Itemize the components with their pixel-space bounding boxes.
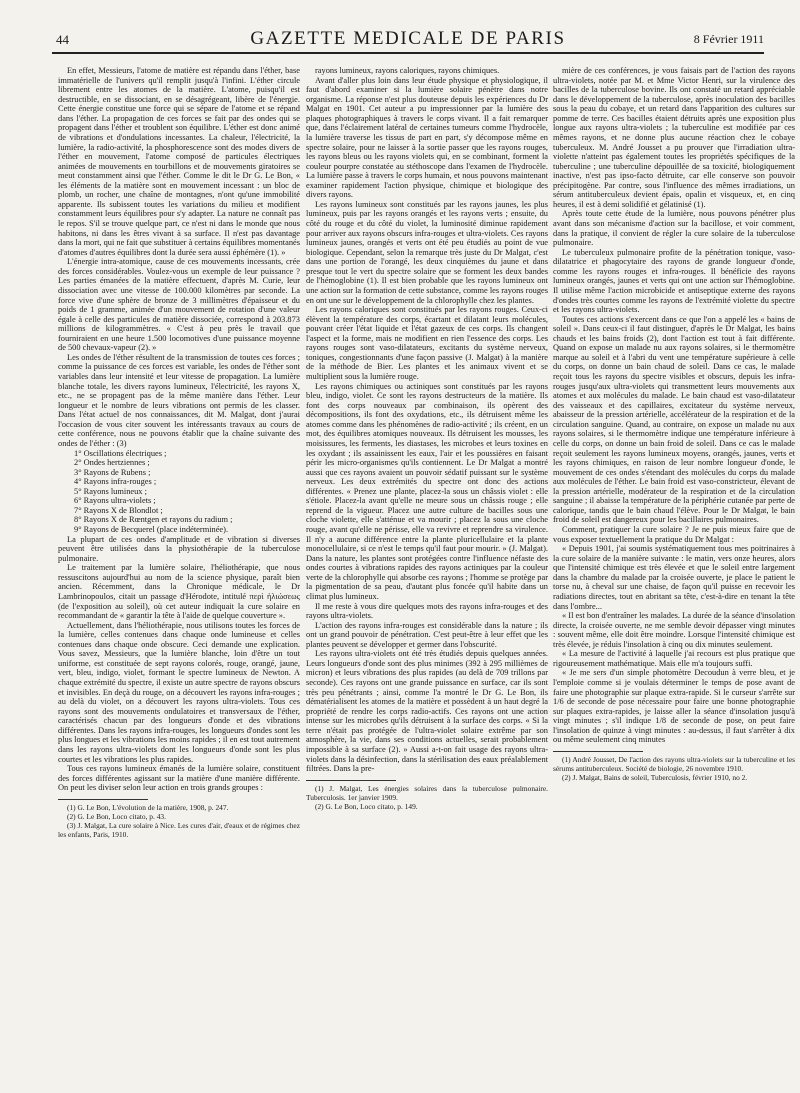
footnote: (2) G. Le Bon, Loco citato, p. 149. bbox=[315, 802, 418, 812]
paragraph: « Depuis 1901, j'ai soumis systématiquement tous mes poitrinaires à la cure solaire de la manière suivante : le matin, vers onze heures, alors que l'intensité chimique est très élevée et que le soleil entre largement dans la chambre du malade par la croisée ouverte, je place le patient le torse nu, à cheval sur une chaise, de façon qu'il puisse en recevoir les radiations directes, tout en abritant sa tête, c'est-à-dire en tenant la tête dans l'ombre... bbox=[553, 544, 795, 611]
paragraph: Les rayons lumineux sont constitués par les rayons jaunes, les plus lumineux, puis par les rayons orangés et les rayons verts ; ensuite, du côté du rouge et du côté du violet, la luminosité diminue rapidement pour arriver aux rayons obscurs infra-rouges et ultra-violets. Ces rayons lumineux jaunes, orangés et verts ont été peu étudiés au point de vue biologique. Cependant, selon la remarque très juste du Dr Malgat, c'est dans une portion de l'orangé, les deux cinquièmes du jaune et dans presque tout le vert du spectre solaire que se forment les deux bandes de l'hémoglobine (1). Il est bien probable que les rayons lumineux ont une action sur la formation de cette substance, comme les rayons rouges en ont une sur le développement de la chlorophylle chez les plantes. bbox=[306, 199, 548, 305]
column-2 bbox=[306, 66, 548, 1088]
column-3 bbox=[553, 66, 795, 1088]
paragraph: Le traitement par la lumière solaire, l'héliothérapie, que nous ressuscitons aujourd'hui au nom de la science physique, paraît bien ancien. Récemment, dans la Chronique médicale, le Dr Lambrinopoulos, citait un passage d'Hérodote, intitulé περὶ ἡλιώσεως (de l'exposition au soleil), où cet auteur indiquait la cure solaire en recommandant de « garantir la tête à l'aide de quelque couverture ». bbox=[58, 563, 300, 621]
list-item: 4° Rayons infra-rouges ; bbox=[74, 477, 157, 487]
list-item: 8° Rayons X de Rœntgen et rayons du radium ; bbox=[74, 515, 233, 525]
page-header bbox=[52, 24, 764, 54]
list-item: 6° Rayons ultra-violets ; bbox=[74, 496, 156, 506]
footnote-divider bbox=[553, 751, 643, 752]
paragraph: Les rayons caloriques sont constitués par les rayons rouges. Ceux-ci élèvent la température des corps, écartant et dilatant leurs molécules, pouvant créer l'état liquide et l'état gazeux de ces corps. Ils changent l'aspect et la forme, mais ne modifient en rien l'essence des corps. Les rayons rouges sont vaso-dilatateurs, excitants du système nerveux, toniques, congestionnants d'une façon passive (J. Malgat) à la manière de la méthode de Bier. Les plantes et les animaux vivent et se multiplient sous la lumière rouge. bbox=[306, 305, 548, 381]
issue-date: 8 Février 1911 bbox=[693, 32, 764, 46]
paragraph: L'énergie intra-atomique, cause de ces mouvements incessants, crée des forces considérables. Voulez-vous un exemple de leur puissance ? Les parties émanées de la matière effectuent, d'après M. Curie, leur dissociation avec une vitesse de 100.000 kilomètres par seconde. La force vive d'une sphère de bronze de 3 millimètres d'épaisseur et du poids de 1 gramme, animée d'un mouvement de rotation d'une valeur égale à celle des particules de matière dissociée, correspond à 203.873 millions de kilogrammètres. « C'est à peu près le travail que fourniraient en une heure 1.500 locomotives d'une puissance moyenne de 500 chevaux-vapeur (2). » bbox=[58, 257, 300, 353]
paragraph: rayons lumineux, rayons caloriques, rayons chimiques. bbox=[315, 66, 500, 75]
paragraph: « Il est bon d'entraîner les malades. La durée de la séance d'insolation directe, la croisée ouverte, ne me semble devoir dépasser vingt minutes : souvent même, elle doit être moindre. Lorsque l'intensité chimique est très élevée, je réduis l'insolation à cinq ou dix minutes seulement. bbox=[553, 611, 795, 649]
paragraph: L'action des rayons infra-rouges est considérable dans la nature ; ils ont un grand pouvoir de pénétration. C'est peut-être à leur effet que les plantes peuvent se développer et germer dans l'obscurité. bbox=[306, 620, 548, 649]
ether-waves-list bbox=[58, 449, 300, 535]
paragraph: Après toute cette étude de la lumière, nous pouvons pénétrer plus avant dans son mécanisme d'action sur la bacillose, et voir comment, dans la pratique, il convient de régler la cure solaire de la tuberculose pulmonaire. bbox=[553, 209, 795, 248]
page-number: 44 bbox=[56, 32, 69, 47]
list-item: 7° Rayons X de Blondlot ; bbox=[74, 505, 163, 515]
paragraph: Le tuberculeux pulmonaire profite de la pénétration tonique, vaso-dilatatrice et phagocytaire des rayons de grande longueur d'onde, comme les rayons rouges et infra-rouges. Il bénéficie des rayons lumineux orangés, jaunes et verts qui ont une action sur l'hémoglobine. Il utilise même l'action microbicide et antiseptique externe des rayons d'ondes très courtes comme les rayons de l'extrémité violette du spectre et les rayons ultra-violets. bbox=[553, 247, 795, 315]
footnote: (1) G. Le Bon, L'évolution de la matière, 1908, p. 247. bbox=[67, 802, 229, 812]
list-item: 5° Rayons lumineux ; bbox=[74, 486, 147, 496]
paragraph: Comment, pratiquer la cure solaire ? Je ne puis mieux faire que de vous exposer textuellement la pratique du Dr Malgat : bbox=[553, 525, 795, 544]
footnote: (2) G. Le Bon, Loco citato, p. 43. bbox=[67, 811, 166, 821]
paragraph: Il me reste à vous dire quelques mots des rayons infra-rouges et des rayons ultra-violets. bbox=[306, 601, 548, 621]
paragraph: « Je me sers d'un simple photomètre Decoudun à verre bleu, et je l'emploie comme si je voulais déterminer le temps de pose avant de faire une photographie sur plaque extra-rapide. Si le curseur s'arrête sur 1/6 de seconde de pose nécessaire pour faire une bonne photographie sur plaques extra-rapides, je laisse aller la séance d'insolation jusqu'à vingt minutes ; s'il indique 1/8 de seconde de pose, on peut faire l'insolation de quinze à vingt minutes : au-dessus, il faut s'arrêter à dix ou même seulement cinq minutes bbox=[553, 668, 795, 745]
footnote: (3) J. Malgat, La cure solaire à Nice. Les cures d'air, d'eaux et de régimes chez les enfants, Paris, 1910. bbox=[58, 821, 300, 840]
paragraph: « La mesure de l'activité à laquelle j'ai recours est plus pratique que rigoureusement mathématique. Mais elle m'a toujours suffi. bbox=[553, 649, 795, 668]
column-1 bbox=[58, 66, 300, 1088]
paragraph: Toutes ces actions s'exercent dans ce que l'on a appelé les « bains de soleil ». Dans ceux-ci il faut distinguer, d'après le Dr Malgat, les bains chauds et les bains froids (2), dont l'action est tout à fait différente. Quand on expose un malade nu aux rayons solaires, si le thermomètre marque au soleil et à l'abri du vent une température supérieure à celle du corps, on donne un bain chaud de soleil. Dans ce cas, le malade reçoit tous les rayons du spectre visibles et obscurs, depuis les infra-rouges jusqu'aux ultra-violets qui transmettent leurs mouvements aux atomes et aux molécules du malade. Le bain chaud est vaso-dilatateur des vaisseaux et des capillaires, excitateur du système nerveux, abaisseur de la pression artérielle, accélérateur de la respiration et de la circulation sanguine. Quand, au contraire, on expose un malade nu aux rayons solaires, si le thermomètre indique une température inférieure à celle du corps, on donne un bain froid de soleil. Dans ce cas le malade reçoit seulement les rayons lumineux moyens, orangés, jaunes, verts et les rayons chimiques, en raison de leur nombre longueur d'onde, le mouvement de ces ondes s'étendant des molécules du corps du malade aux molécules de l'éther. Le bain froid est vaso-constricteur, élevant de la pression artérielle, modérateur de la respiration et de la circulation sanguine ; il abaisse la température de la périphérie cutanée par perte de calorique, tandis que le bain chaud l'élève. Pour le Dr Malgat, le bain froid de soleil est dangereux pour les bacillaires pulmonaires. bbox=[553, 314, 795, 525]
footnote: (2) J. Malgat, Bains de soleil, Tuberculosis, février 1910, no 2. bbox=[562, 773, 748, 783]
paragraph: Les ondes de l'éther résultent de la transmission de toutes ces forces ; comme la puissance de ces forces est variable, les ondes de l'éther sont variables dans leur intensité et leur vitesse de propagation. La lumière blanche totale, les divers rayons lumineux, l'électricité, les rayons X, etc., ne se propagent pas de la même manière dans l'éther. Leur longueur et le nombre de leurs vibrations ont permis de les classer. Dans l'état actuel de nos connaissances, dit M. Malgat, dont j'aurai l'occasion de vous citer souvent les intéressants travaux au cours de cette conférence, nous ne pouvons établir que la chaîne suivante des ondes de l'éther : (3) bbox=[58, 352, 300, 448]
footnote-divider bbox=[306, 780, 396, 781]
list-item: 2° Ondes hertziennes ; bbox=[74, 458, 150, 468]
paragraph: En effet, Messieurs, l'atome de matière est répandu dans l'éther, base immatérielle de l'univers qu'il remplit jusqu'à l'infini. L'éther circule librement entre les atomes de la matière. L'atome, puisqu'il est destructible, en se dissociant, en se désagrégeant, libère de l'énergie. Cette énergie constitue une force qui se sépare de l'atome et se répand dans l'éther. La propagation de ces forces se fait par des ondes qui se propagent dans l'éther et troublent son équilibre. L'éther est donc animé de vibrations et d'ondulations incessantes. La chaleur, l'électricité, la lumière, la radio-activité, la phosphorescence sont des modes divers de l'éther en mouvement, l'atome composé de particules électriques animées de mouvements en tourbillons et de mouvements giratoires se meut constamment ainsi que l'éther. Comme le dit le Dr G. Le Bon, « les éléments de la matière sont en mouvement incessant : un bloc de plomb, un rocher, une chaîne de montagnes, n'ont qu'une immobilité apparente. Ils subissent toutes les variations du milieu et modifient constamment leurs équilibres pour s'y adapter. La nature ne connaît pas le repos. S'il se trouve quelque part, ce n'est ni dans le monde que nous habitons, ni dans les êtres vivant à sa surface. Il n'est pas davantage dans la mort, qui ne fait que substituer à certains équilibres momentanés d'atomes d'autres équilibres dont la durée sera aussi éphémère (1). » bbox=[58, 66, 300, 257]
paragraph: Les rayons chimiques ou actiniques sont constitués par les rayons bleu, indigo, violet. Ce sont les rayons destructeurs de la matière. Ils font des corps nouveaux par combinaison, ils opèrent des décompositions, ils font des oxydations, etc., ils détruisent même les atomes comme dans les phénomènes de radio-activité ; ils créent, en un mot, des équilibres atomiques nouveaux. Ils détruisent les mousses, les moisissures, les ferments, les diastases, les microbes et leurs toxines en les oxydant ; ils assainissent les eaux, l'air et les poussières en faisant périr les micro-organismes qu'ils contiennent. Le Dr Malgat a montré aussi que ces rayons avaient un pouvoir sédatif puissant sur le système nerveux. Les deux extrémités du spectre ont donc des actions différentes. « Prenez une plante, placez-la sous un châssis violet : elle s'étiole. Placez-la avant qu'elle ne meure sous un châssis rouge ; elle reprend de la vigueur. Placez une autre culture de bacilles sous une cloche violette, elle s'atténue et va mourir ; placez la sous une cloche rouge, avant qu'elle ne périsse, elle va revivre et reprendre sa virulence. Il n'y a aucune différence entre la plante pluricellulaire et la plante monocellulaire, si ce n'est le temps qu'il faut pour mourir. » (J. Malgat). Dans la nature, les plantes sont protégées contre l'influence néfaste des ondes courtes à vibrations rapides des rayons actiniques par la couleur verte de la chlorophylle qui absorbe ces rayons ; l'homme se protège par la pigmentation de sa peau, d'autant plus foncée qu'il habite dans un climat plus lumineux. bbox=[306, 381, 548, 601]
footnote-divider bbox=[58, 799, 148, 800]
paragraph: mière de ces conférences, je vous faisais part de l'action des rayons ultra-violets, notée par M. et Mme Victor Henri, sur la virulence des bacilles de la tuberculose bovine. Ils ont constaté un retard appréciable dans le développement de la tuberculose, après inoculation des bacilles sous la peau du cobaye, et un retard dans l'apparition des cultures sur pomme de terre. Ces bacilles étaient détruits après une exposition plus longue aux rayons ultra-violets ; la tuberculine est modifiée par ces mêmes rayons, et ne donne plus aucune réaction chez le cobaye tuberculeux. M. André Jousset a pu prouver que l'irradiation ultra-violette n'atteint pas également toutes les propriétés spécifiques de la tuberculine ; une tuberculine dépouillée de sa toxicité, biologiquement inactive, n'est pas ipso-facto détruite, car elle conserve son pouvoir précipitogène. Par contre, sous l'influence des mêmes irradiations, un sérum antituberculeux devient épais, opalin et visqueux, et, en cinq heures, il est à demi solidifié et gélatinisé (1). bbox=[553, 66, 795, 209]
journal-title: GAZETTE MEDICALE DE PARIS bbox=[250, 28, 566, 49]
paragraph: Les rayons ultra-violets ont été très étudiés depuis quelques années. Leurs longueurs d'onde sont des plus minimes (392 à 295 millièmes de micron) et leurs vibrations des plus rapides (au delà de 709 trillons par seconde). Ces rayons ont une grande puissance en surface, car ils sont très peu pénétrants ; ainsi, comme l'a montré le Dr G. Le Bon, ils dématérialisent les atomes de la matière et possèdent à un haut degré la propriété de rendre les corps radio-actifs. Ces rayons ont une action intense sur les microbes qu'ils détruisent à la surface des corps. « Si la terre n'était pas protégée de l'ultra-violet solaire extrême par son atmosphère, la vie, dans ses conditions actuelles, serait probablement impossible à sa surface (2). » Aussi a-t-on fait usage des rayons ultra-violets dans la désinfection, dans la stérilisation des eaux préalablement filtrées. Dans la pre- bbox=[306, 649, 548, 774]
footnote: (1) J. Malgat, Les énergies solaires dans la tuberculose pulmonaire. Tuberculosis. 1er janvier 1909. bbox=[306, 783, 548, 802]
paragraph: Tous ces rayons lumineux émanés de la lumière solaire, constituent des forces différentes agissant sur la matière d'une manière différente. On peut les diviser selon leur action en trois grands groupes : bbox=[58, 764, 300, 793]
list-item: 9° Rayons de Becquerel (place indéterminée). bbox=[74, 525, 229, 534]
list-item: 3° Rayons de Rubens ; bbox=[74, 467, 151, 477]
paragraph: La plupart de ces ondes d'amplitude et de vibration si diverses peuvent être utilisées dans la physiothérapie de la tuberculose pulmonaire. bbox=[58, 534, 300, 563]
paragraph: Avant d'aller plus loin dans leur étude physique et physiologique, il faut d'abord examiner si la lumière solaire pénètre dans notre organisme. La réponse n'est plus douteuse depuis les expériences du Dr Malgat en 1901. Cet auteur a pu impressionner par la lumière des plaques photographiques à travers le corps vivant. Il a fait remarquer que, dans l'éclairement latéral de certaines tumeurs comme l'hydrocèle, la lumière traverse les tissus de part en part, s'y décompose même en spectre solaire, pour ne laisser à la sortie passer que les rayons rouges, les rayons bleus ou les rayons violets qui, en se combinant, forment la couleur pourpre constatée au stéthoscope dans l'examen de l'hydrocèle. La lumière passe à travers le corps humain, et nous pouvons maintenant examiner rapidement l'action physique, chimique et biologique des divers rayons. bbox=[306, 75, 548, 200]
footnote: (1) André Jousset, De l'action des rayons ultra-violets sur la tuberculine et les sérums antituberculeux. Société de biologie, 26 novembre 1910. bbox=[553, 754, 795, 774]
paragraph: Actuellement, dans l'héliothérapie, nous utilisons toutes les forces de la lumière, celles contenues dans chaque onde lumineuse et celles contenues dans chaque onde obscure. Ceci demande une explication. Vous savez, Messieurs, que la lumière blanche, loin d'être un tout uniforme, est constituée de sept rayons colorés, rouge, orangé, jaune, vert, bleu, indigo, violet, formant le spectre lumineux de Newton. A chaque extrémité du spectre, il existe un autre spectre de rayons obscurs et invisibles. En deçà du rouge, on a découvert les rayons infra-rouges ; au delà du violet, on a découvert les rayons ultra-violets. Tous ces rayons sont des mouvements ondulatoires et transversaux de l'éther, caractérisés chacun par des longueurs d'onde et des vibrations différentes. Dans les rayons infra-rouges, les longueurs d'ondes sont les plus longues et les vibrations les moins rapides ; il en est tout autrement dans les rayons ultra-violets dont les longueurs d'onde sont les plus courtes et les vibrations les plus rapides. bbox=[58, 620, 300, 764]
list-item: 1° Oscillations électriques ; bbox=[74, 448, 167, 458]
